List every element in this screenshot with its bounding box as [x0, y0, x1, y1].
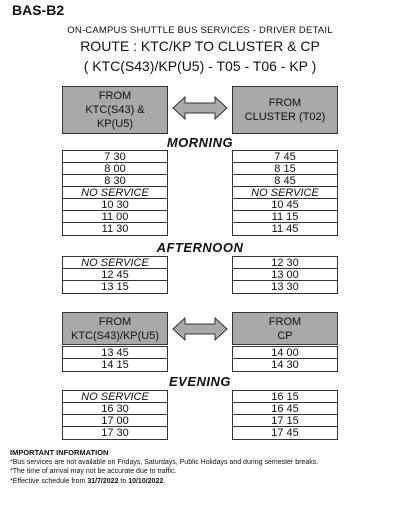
table-row: 16 30 [63, 403, 167, 415]
table-row: NO SERVICE [63, 187, 167, 199]
table-row: 13 15 [101, 281, 129, 293]
route-stops: ( KTC(S43)/KP(U5) - T05 - T06 - KP ) [83, 58, 317, 74]
table-row: 14 00 [233, 347, 337, 359]
table-row: 16 45 [233, 403, 337, 415]
route-title: ROUTE : KTC/KP TO CLUSTER & CP [80, 38, 320, 54]
info-text: to [118, 477, 129, 485]
table-row: 8 00 [63, 163, 167, 175]
section-morning: MORNING [166, 135, 234, 150]
table-row: 13 45 [63, 347, 167, 359]
info-text: . [163, 477, 166, 485]
table-row: 17 45 [271, 427, 299, 439]
from-ktc-kp-box [62, 86, 168, 134]
service-title: ON-CAMPUS SHUTTLE BUS SERVICES - DRIVER DETAIL [67, 25, 333, 36]
important-information [10, 448, 318, 486]
table-row: NO SERVICE [63, 391, 167, 403]
table-row: 10 30 [63, 199, 167, 211]
table-row: 17 00 [63, 415, 167, 427]
route-code: BAS-B2 [12, 2, 65, 18]
table-row: 17 30 [101, 427, 129, 439]
table-row: 17 15 [233, 415, 337, 427]
table-row: 8 45 [233, 175, 337, 187]
table-row: 11 45 [271, 223, 299, 235]
box-line: KTC(S43)/KP(U5) [70, 329, 160, 342]
box-line: FROM [268, 97, 302, 109]
table-row: NO SERVICE [63, 257, 167, 269]
from-ktc-kp-box-2 [62, 312, 168, 345]
table-row: 11 30 [101, 223, 129, 235]
table-row: 11 15 [233, 211, 337, 223]
date-to: 10/10/2022 [128, 477, 164, 485]
evening-right-table [232, 390, 338, 440]
table-row: NO SERVICE [233, 187, 337, 199]
table-row: 11 00 [63, 211, 167, 223]
box-line: CP [277, 329, 293, 342]
info-note-schedule [10, 477, 318, 487]
table-row: 8 30 [63, 175, 167, 187]
morning-left-table [62, 150, 168, 236]
box-line: FROM [98, 315, 132, 328]
box-line: FROM [268, 315, 302, 328]
box-line: CLUSTER (T02) [244, 111, 326, 123]
table-row: 14 15 [101, 359, 129, 371]
afternoon-right-table [232, 256, 338, 294]
date-from: 31/7/2022 [87, 477, 119, 485]
info-note: *Bus services are not available on Fridays, Saturdays, Public Holidays and during semester breaks. [10, 458, 319, 466]
from-cluster-box [232, 86, 338, 134]
table-row: 14 30 [271, 359, 299, 371]
table-row: 7 30 [63, 151, 167, 163]
table-row: 7 45 [233, 151, 337, 163]
table-row: 13 00 [233, 269, 337, 281]
double-arrow-icon [172, 317, 228, 341]
from-cp-box [232, 312, 338, 345]
table-row: 10 45 [233, 199, 337, 211]
table-row: 8 15 [233, 163, 337, 175]
afternoon-left-table [62, 256, 168, 294]
evening-left-table [62, 390, 168, 440]
section-evening: EVENING [168, 374, 231, 389]
double-arrow-icon [172, 96, 228, 120]
box-line: FROM [98, 90, 132, 102]
info-title: IMPORTANT INFORMATION [10, 448, 109, 457]
box-line: KP(U5) [96, 118, 134, 130]
morning-right-table [232, 150, 338, 236]
afternoon2-left-table [62, 346, 168, 372]
table-row: 12 45 [63, 269, 167, 281]
info-text: *Effective schedule from [10, 477, 88, 485]
afternoon2-right-table [232, 346, 338, 372]
table-row: 13 30 [271, 281, 299, 293]
info-note: *The time of arrival may not be accurate due to traffic. [10, 468, 177, 475]
table-row: 12 30 [233, 257, 337, 269]
table-row: 16 15 [233, 391, 337, 403]
section-afternoon: AFTERNOON [156, 240, 244, 255]
box-line: KTC(S43) & [85, 104, 145, 116]
